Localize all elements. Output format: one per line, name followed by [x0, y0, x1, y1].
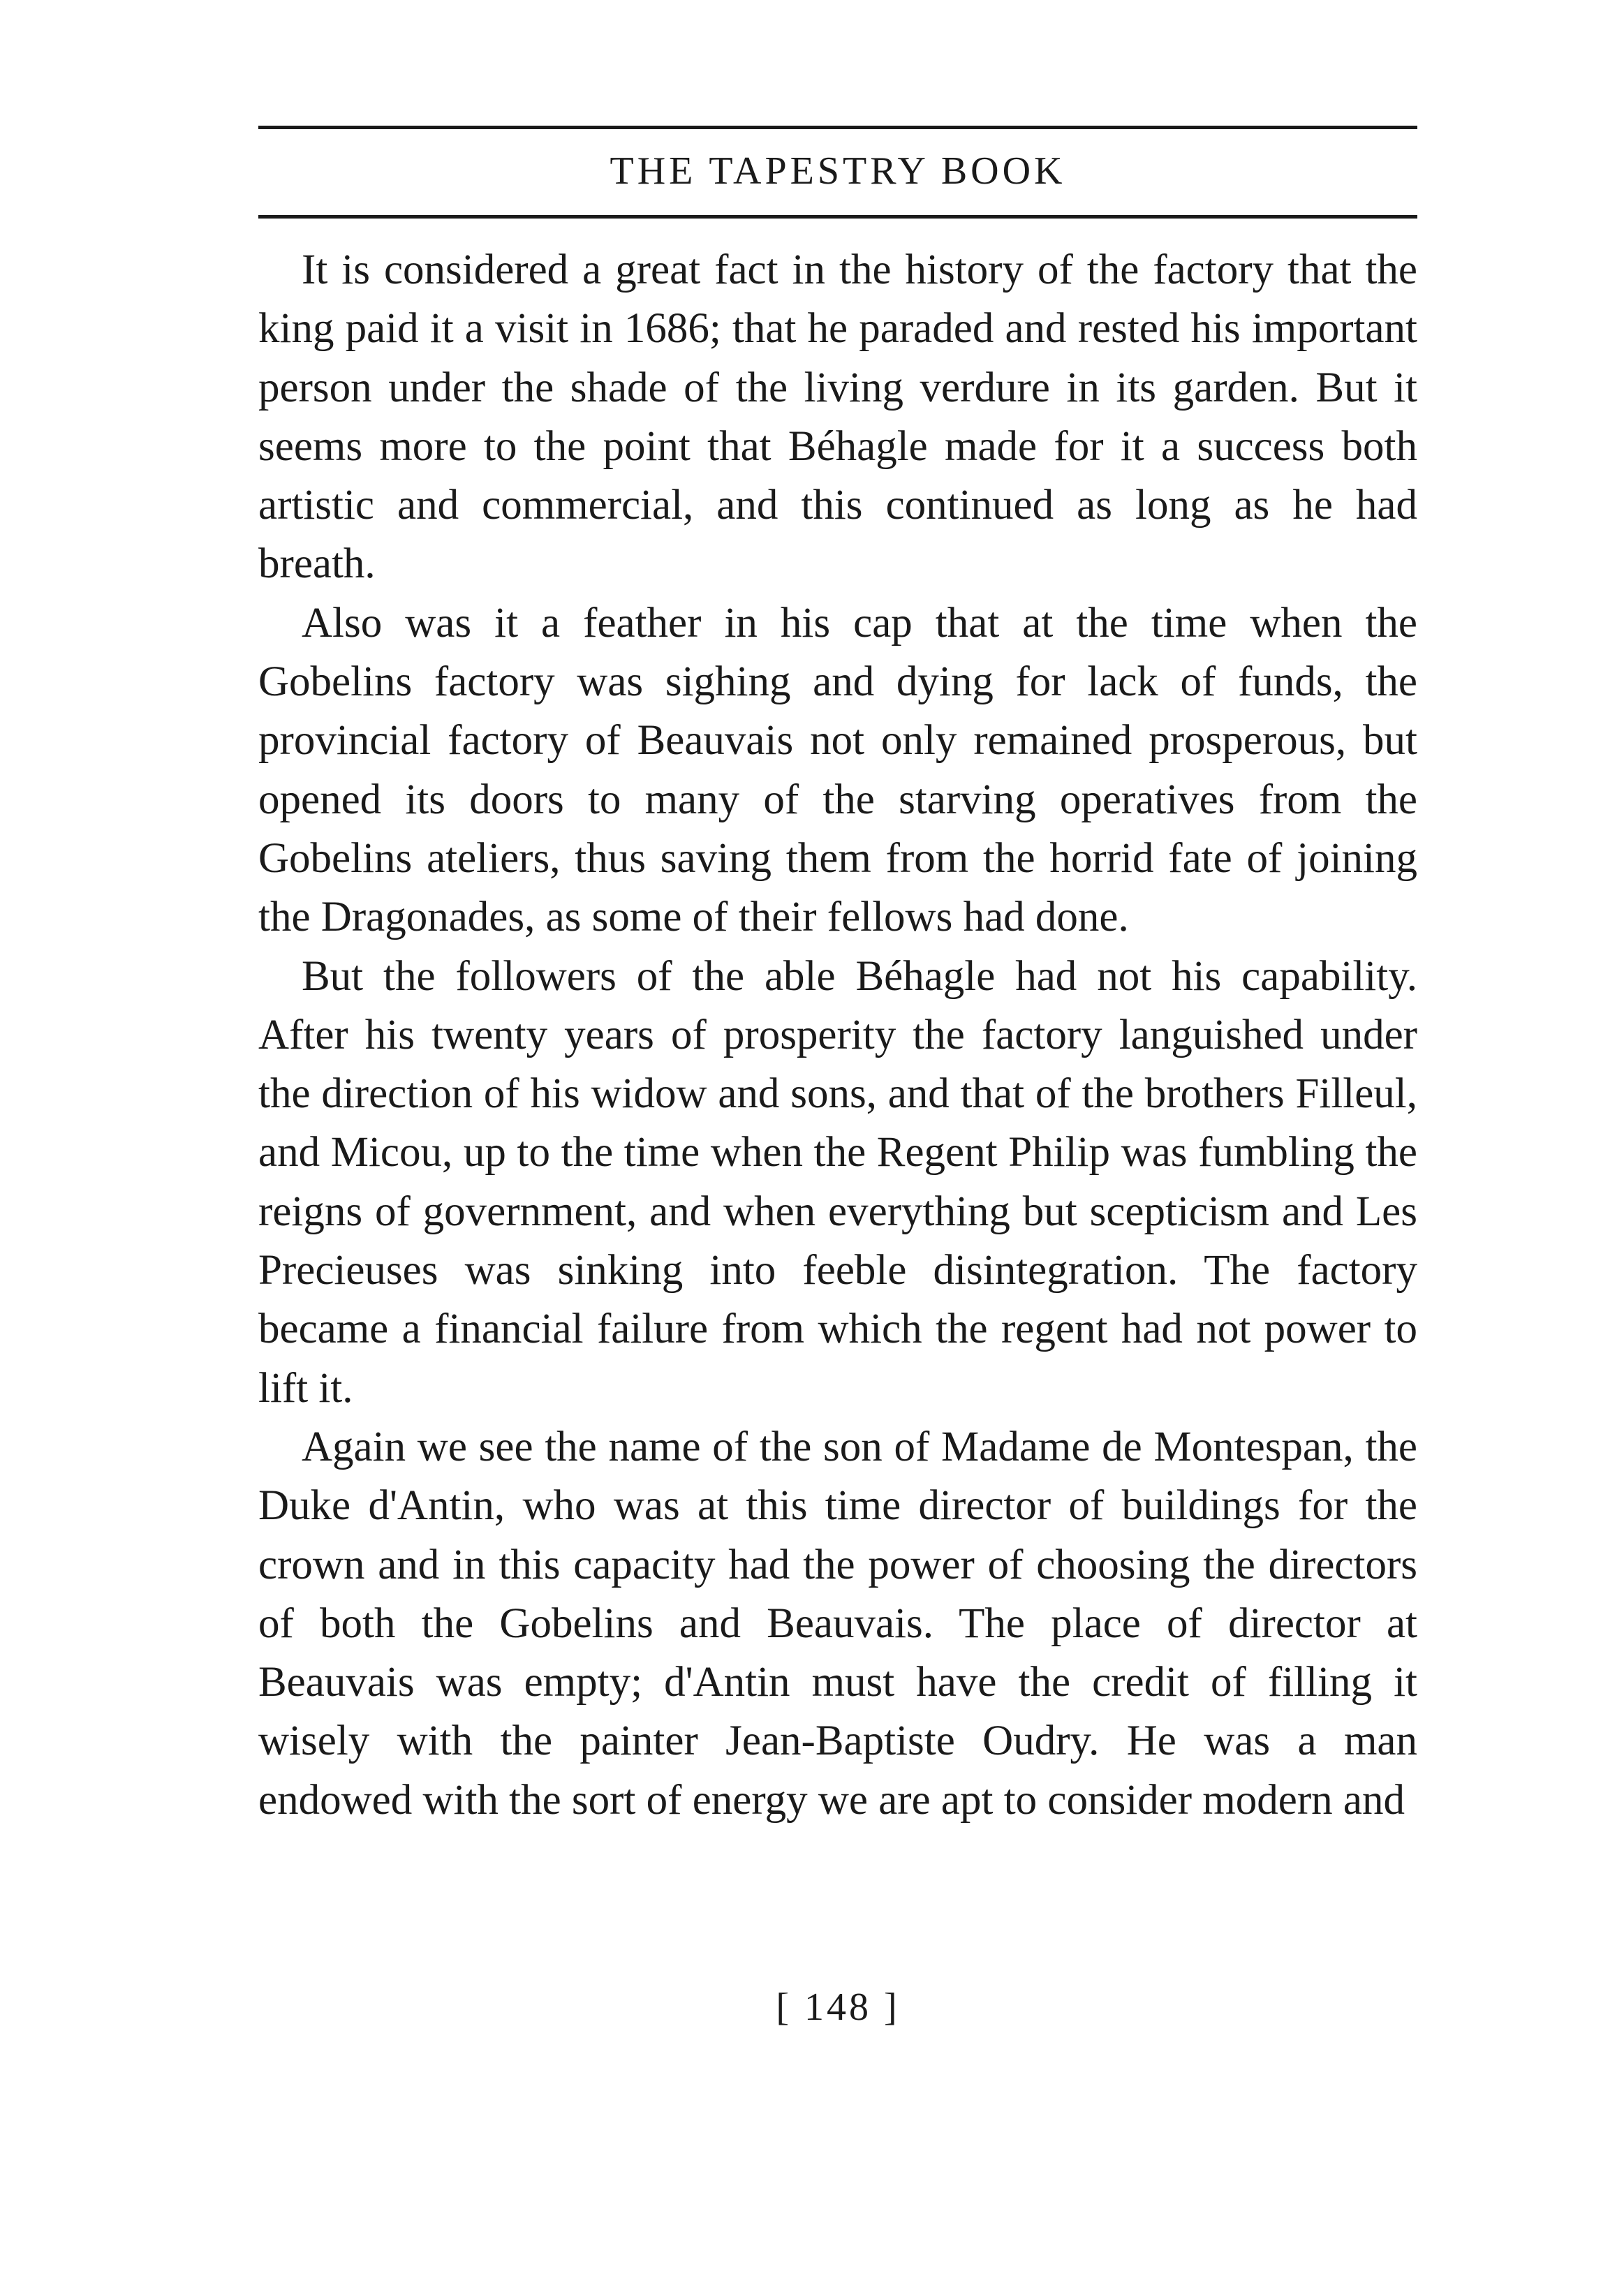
paragraph: It is considered a great fact in the history of the factory that the king paid it a visit in 1686; that he paraded and rested his important person under the shade of the living verdure in its garden. But it seems more to the point that Béhagle made for it a success both artistic and commercial, and this continued as long as he had breath. [258, 246, 1417, 588]
body-text [258, 241, 1417, 1830]
paragraph: But the followers of the able Béhagle had not his capability. After his twenty years of prosperity the factory languished under the direction of his widow and sons, and that of the brothers Filleul, and Micou, up to the time when the Regent Philip was fumbling the reigns of government, and when everything but scepticism and Les Precieuses was sinking into feeble disintegration. The factory became a financial failure from which the regent had not power to lift it. [258, 952, 1417, 1412]
running-title: THE TAPESTRY BOOK [610, 149, 1066, 193]
header-top-rule [258, 126, 1417, 129]
paragraph: Also was it a feather in his cap that at the time when the Gobelins factory was sighing and dying for lack of funds, the provincial factory of Beauvais not only remained prosperous, but opened its doors to many of the starving operatives from the Gobelins ateliers, thus saving them from the horrid fate of joining the Dragonades, as some of their fellows had done. [258, 599, 1417, 941]
paragraph: Again we see the name of the son of Madame de Montespan, the Duke d'Antin, who was at this time director of buildings for the crown and in this capacity had the power of choosing the directors of both the Gobelins and Beauvais. The place of director at Beauvais was empty; d'Antin must have the credit of filling it wisely with the painter Jean-Baptiste Oudry. He was a man endowed with the sort of energy we are apt to consider modern and [258, 1423, 1417, 1824]
header-bottom-rule [258, 215, 1417, 219]
page-number: [ 148 ] [776, 1986, 900, 2029]
